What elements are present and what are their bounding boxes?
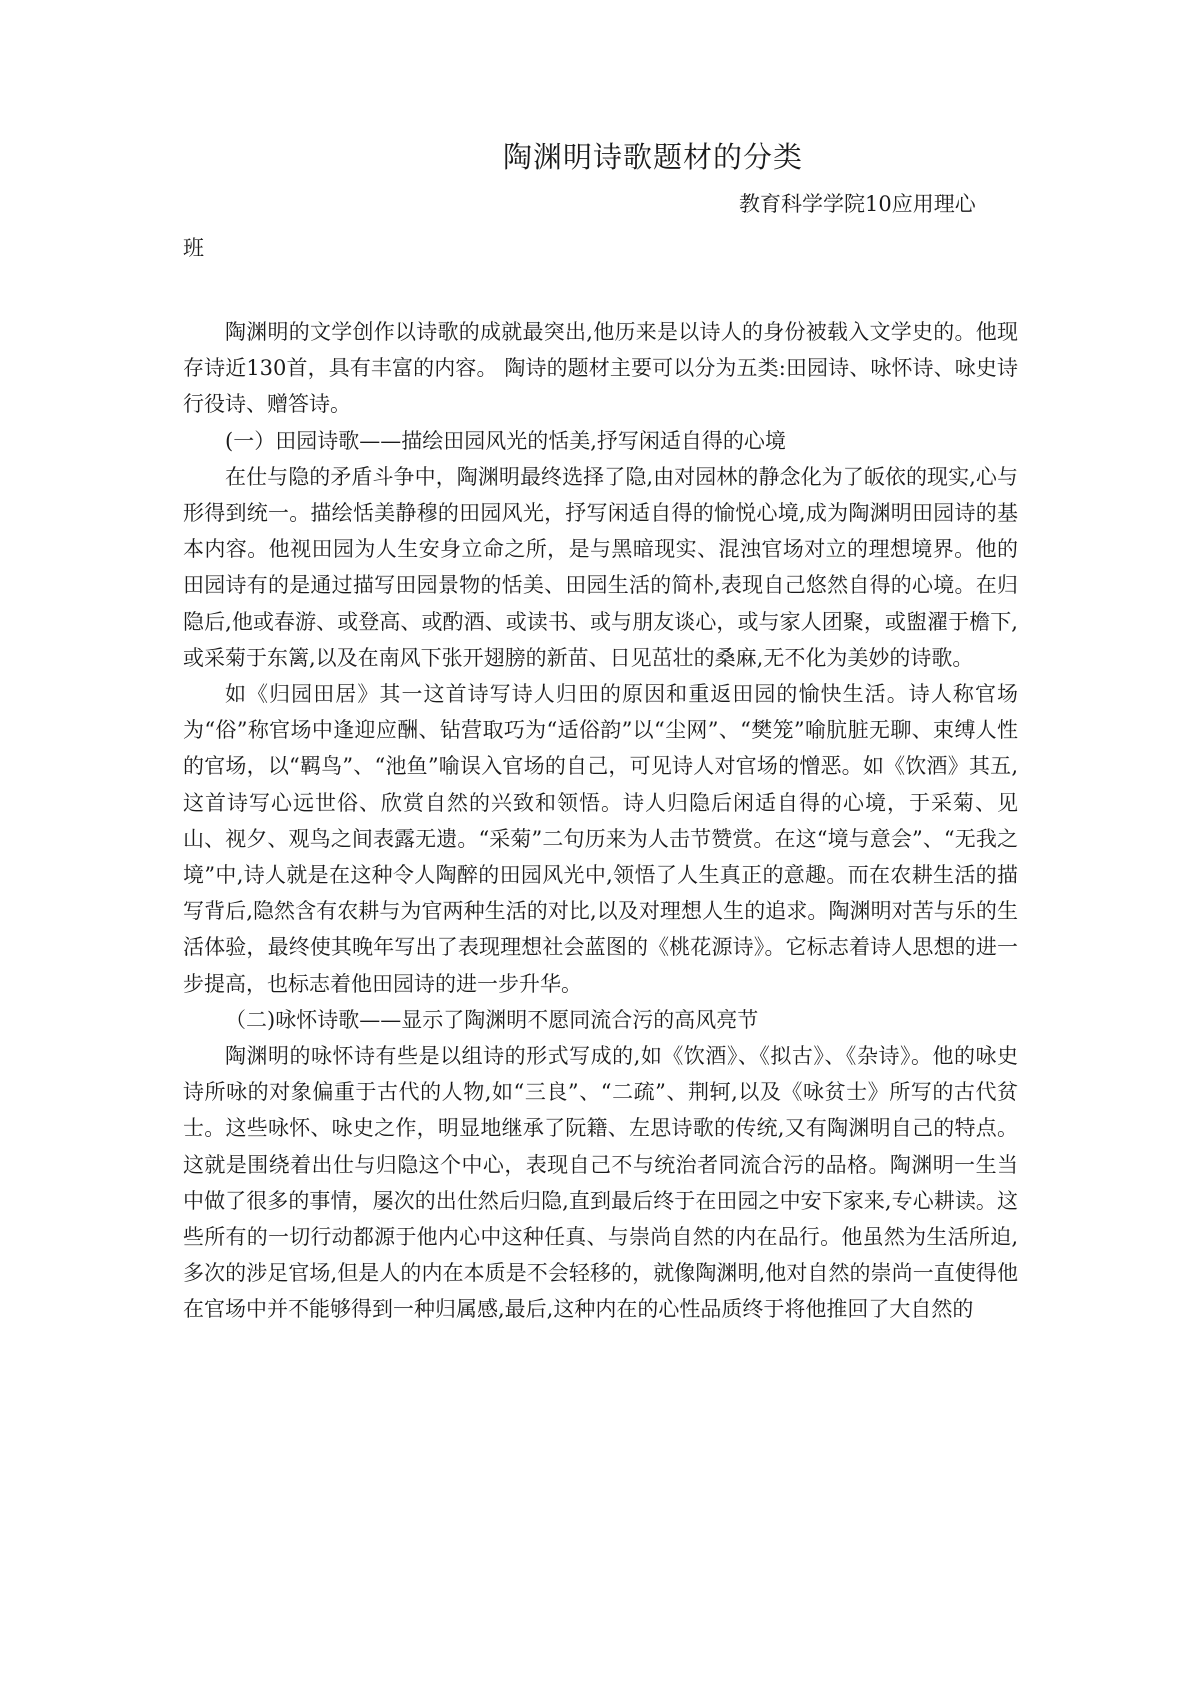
reflective-paragraph-1: 陶渊明的咏怀诗有些是以组诗的形式写成的,如《饮酒》、《拟古》、《杂诗》。他的咏史诗所咏的对象偏重于古代的人物,如“三良”、“二疏”、荆轲,以及《咏贫士》所写的古代贫士。这些咏怀、咏史之作，明显地继承了阮籍、左思诗歌的传统,又有陶渊明自己的特点。这就是围绕着出仕与归隐这个中心，表现自己不与统治者同流合污的品格。陶渊明一生当中做了很多的事情，屡次的出仕然后归隐,直到最后终于在田园之中安下家来,专心耕读。这些所有的一切行动都源于他内心中这种任真、与崇尚自然的内在品行。他虽然为生活所迫,多次的涉足官场,但是人的内在本质是不会轻移的，就像陶渊明,他对自然的崇尚一直使得他在官场中并不能够得到一种归属感,最后,这种内在的心性品质终于将他推回了大自然的 <box>183 1044 1018 1322</box>
author-affiliation-continued: 班 <box>183 236 204 260</box>
section-heading-reflective: （二)咏怀诗歌——显示了陶渊明不愿同流合污的高风亮节 <box>225 1007 759 1032</box>
intro-paragraph: 陶渊明的文学创作以诗歌的成就最突出,他历来是以诗人的身份被载入文学史的。他现存诗近130首，具有丰富的内容。 陶诗的题材主要可以分为五类:田园诗、咏怀诗、咏史诗行役诗、赠答诗。 <box>183 320 1018 417</box>
document-title: 陶渊明诗歌题材的分类 <box>503 140 804 174</box>
pastoral-paragraph-2: 如《归园田居》其一这首诗写诗人归田的原因和重返田园的愉快生活。诗人称官场为“俗”称官场中逢迎应酬、钻营取巧为“适俗韵”以“尘网”、“樊笼”喻肮脏无聊、束缚人性的官场，以“羁鸟”、“池鱼”喻误入官场的自己，可见诗人对官场的憎恶。如《饮酒》其五,这首诗写心远世俗、欣赏自然的兴致和领悟。诗人归隐后闲适自得的心境，于采菊、见山、视夕、观鸟之间表露无遗。“采菊”二句历来为人击节赞赏。在这“境与意会”、“无我之境”中,诗人就是在这种令人陶醉的田园风光中,领悟了人生真正的意趣。而在农耕生活的描写背后,隐然含有农耕与为官两种生活的对比,以及对理想人生的追求。陶渊明对苦与乐的生活体验，最终使其晚年写出了表现理想社会蓝图的《桃花源诗》。它标志着诗人思想的进一步提高，也标志着他田园诗的进一步升华。 <box>183 682 1018 996</box>
pastoral-paragraph-1: 在仕与隐的矛盾斗争中，陶渊明最终选择了隐,由对园林的静念化为了皈依的现实,心与形得到统一。描绘恬美静穆的田园风光，抒写闲适自得的愉悦心境,成为陶渊明田园诗的基本内容。他视田园为人生安身立命之所，是与黑暗现实、混浊官场对立的理想境界。他的田园诗有的是通过描写田园景物的恬美、田园生活的简朴,表现自己悠然自得的心境。在归隐后,他或春游、或登高、或酌酒、或读书、或与朋友谈心，或与家人团聚，或盥濯于檐下,或采菊于东篱,以及在南风下张开翅膀的新苗、日见茁壮的桑麻,无不化为美妙的诗歌。 <box>183 464 1018 670</box>
document-body <box>183 314 1018 1328</box>
author-affiliation: 教育科学学院10应用理心 <box>739 192 976 216</box>
section-heading-pastoral: (一）田园诗歌——描绘田园风光的恬美,抒写闲适自得的心境 <box>225 428 786 453</box>
